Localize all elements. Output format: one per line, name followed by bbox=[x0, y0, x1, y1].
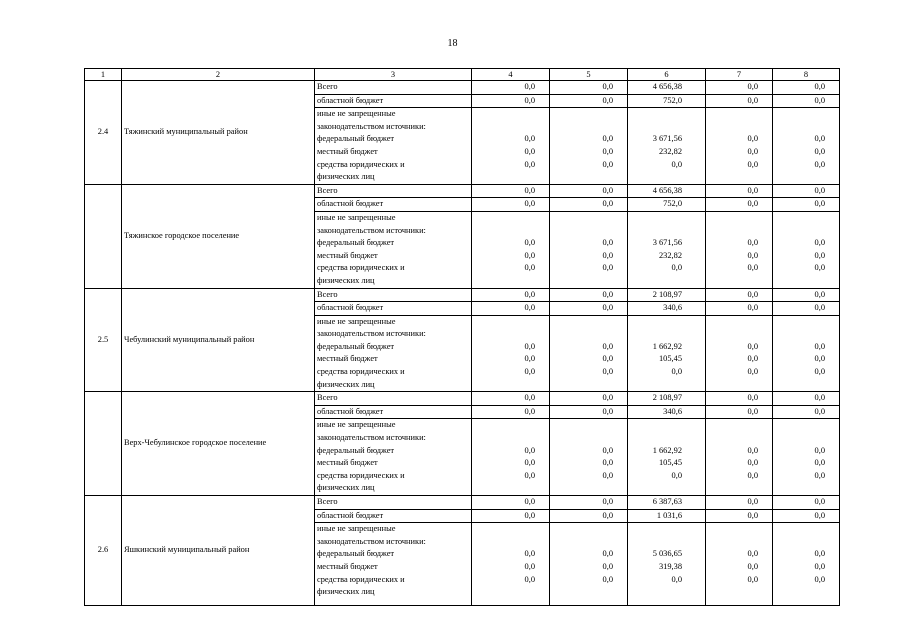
value-line bbox=[630, 379, 682, 392]
value-line: 0,0 bbox=[671, 574, 682, 584]
source-label-line: средства юридических и bbox=[317, 470, 405, 480]
block-number: 2.4 bbox=[85, 81, 122, 185]
source-label-line: средства юридических и bbox=[317, 574, 405, 584]
value-line: 105,45 bbox=[658, 354, 682, 364]
source-label-other bbox=[315, 315, 472, 392]
value-line: 0,0 bbox=[747, 445, 758, 455]
value-line: 0,0 bbox=[602, 561, 613, 571]
source-label-other bbox=[315, 419, 472, 496]
value-line bbox=[552, 536, 613, 549]
value-cell: 0,0 bbox=[550, 198, 628, 212]
value-line: 0,0 bbox=[747, 159, 758, 169]
value-line bbox=[474, 108, 535, 121]
source-label-regional: областной бюджет bbox=[315, 94, 472, 108]
municipality-name: Яшкинский муниципальный район bbox=[122, 496, 315, 606]
value-line: 232,82 bbox=[658, 250, 682, 260]
value-cell-stack bbox=[472, 211, 550, 288]
value-line: 0,0 bbox=[602, 458, 613, 468]
value-line: 0,0 bbox=[814, 263, 825, 273]
value-line bbox=[552, 586, 613, 599]
source-label-line: законодательством источники: bbox=[317, 225, 426, 235]
value-line bbox=[775, 523, 825, 536]
value-cell: 0,0 bbox=[550, 288, 628, 302]
value-line bbox=[708, 379, 758, 392]
value-line bbox=[474, 225, 535, 238]
value-line: 0,0 bbox=[747, 561, 758, 571]
value-line bbox=[775, 482, 825, 495]
value-line bbox=[474, 275, 535, 288]
value-line bbox=[708, 121, 758, 134]
value-line: 0,0 bbox=[524, 367, 535, 377]
value-cell: 0,0 bbox=[472, 509, 550, 523]
value-cell: 0,0 bbox=[472, 302, 550, 316]
value-line: 0,0 bbox=[602, 238, 613, 248]
value-line: 0,0 bbox=[602, 263, 613, 273]
value-line: 0,0 bbox=[524, 549, 535, 559]
value-line: 0,0 bbox=[814, 561, 825, 571]
value-line: 0,0 bbox=[814, 159, 825, 169]
value-cell: 0,0 bbox=[550, 509, 628, 523]
source-label-line: федеральный бюджет bbox=[317, 134, 395, 144]
value-line: 0,0 bbox=[602, 445, 613, 455]
value-line: 0,0 bbox=[524, 159, 535, 169]
value-cell: 0,0 bbox=[773, 288, 840, 302]
value-line: 0,0 bbox=[814, 549, 825, 559]
value-cell-stack bbox=[550, 211, 628, 288]
municipality-name: Чебулинский муниципальный район bbox=[122, 288, 315, 392]
value-cell: 0,0 bbox=[773, 496, 840, 510]
value-line: 1 662,92 bbox=[652, 445, 682, 455]
value-cell-stack bbox=[706, 523, 773, 606]
value-line: 0,0 bbox=[602, 549, 613, 559]
value-line bbox=[708, 586, 758, 599]
value-line bbox=[775, 275, 825, 288]
source-label-regional: областной бюджет bbox=[315, 198, 472, 212]
value-line bbox=[708, 108, 758, 121]
source-label-line: физических лиц bbox=[317, 172, 375, 182]
value-cell-stack bbox=[628, 108, 706, 185]
value-line: 5 036,65 bbox=[652, 549, 682, 559]
value-line: 0,0 bbox=[747, 341, 758, 351]
value-cell-stack bbox=[550, 315, 628, 392]
value-line: 0,0 bbox=[602, 367, 613, 377]
value-line bbox=[630, 482, 682, 495]
value-cell-stack bbox=[628, 419, 706, 496]
source-label-line: федеральный бюджет bbox=[317, 341, 395, 351]
value-cell-stack bbox=[550, 108, 628, 185]
value-line bbox=[474, 482, 535, 495]
source-label-line: федеральный бюджет bbox=[317, 549, 395, 559]
value-cell-stack bbox=[706, 419, 773, 496]
source-label-line: местный бюджет bbox=[317, 458, 378, 468]
value-line: 0,0 bbox=[671, 263, 682, 273]
value-cell: 0,0 bbox=[550, 81, 628, 95]
value-line bbox=[552, 275, 613, 288]
header-cell: 2 bbox=[122, 69, 315, 81]
value-line: 0,0 bbox=[602, 159, 613, 169]
value-cell: 0,0 bbox=[773, 302, 840, 316]
budget-table bbox=[84, 68, 840, 606]
source-label-line: физических лиц bbox=[317, 587, 375, 597]
value-line bbox=[775, 316, 825, 329]
value-line bbox=[708, 536, 758, 549]
municipality-name: Тяжинское городское поселение bbox=[122, 184, 315, 288]
value-line bbox=[552, 432, 613, 445]
header-cell: 8 bbox=[773, 69, 840, 81]
value-cell-stack bbox=[472, 419, 550, 496]
value-line bbox=[775, 121, 825, 134]
value-line: 0,0 bbox=[814, 134, 825, 144]
value-line: 0,0 bbox=[671, 159, 682, 169]
source-label-total: Всего bbox=[315, 496, 472, 510]
source-label-line: местный бюджет bbox=[317, 354, 378, 364]
value-cell: 0,0 bbox=[773, 94, 840, 108]
value-cell: 752,0 bbox=[628, 94, 706, 108]
value-cell: 0,0 bbox=[706, 288, 773, 302]
source-label-line: законодательством источники: bbox=[317, 329, 426, 339]
value-cell: 2 108,97 bbox=[628, 288, 706, 302]
value-line bbox=[630, 212, 682, 225]
value-line bbox=[708, 482, 758, 495]
value-cell: 340,6 bbox=[628, 302, 706, 316]
source-label-line: законодательством источники: bbox=[317, 536, 426, 546]
value-cell-stack bbox=[472, 108, 550, 185]
value-line bbox=[552, 212, 613, 225]
value-line: 0,0 bbox=[671, 367, 682, 377]
value-line: 0,0 bbox=[747, 367, 758, 377]
value-line: 0,0 bbox=[524, 250, 535, 260]
value-cell-stack bbox=[472, 315, 550, 392]
value-line: 0,0 bbox=[747, 470, 758, 480]
source-label-line: федеральный бюджет bbox=[317, 238, 395, 248]
source-label-line: иные не запрещенные bbox=[317, 212, 396, 222]
value-line bbox=[474, 171, 535, 184]
value-cell: 0,0 bbox=[773, 184, 840, 198]
value-cell: 0,0 bbox=[550, 184, 628, 198]
value-line: 0,0 bbox=[524, 341, 535, 351]
source-label-line: иные не запрещенные bbox=[317, 524, 396, 534]
value-cell: 0,0 bbox=[472, 392, 550, 406]
value-line: 0,0 bbox=[814, 445, 825, 455]
value-line: 0,0 bbox=[602, 470, 613, 480]
source-label-line: физических лиц bbox=[317, 275, 375, 285]
source-label-line: физических лиц bbox=[317, 379, 375, 389]
value-line: 3 671,56 bbox=[652, 238, 682, 248]
source-label-other bbox=[315, 523, 472, 606]
value-line: 0,0 bbox=[524, 470, 535, 480]
value-cell-stack bbox=[773, 211, 840, 288]
total-row bbox=[85, 184, 840, 198]
value-line bbox=[630, 419, 682, 432]
value-line: 0,0 bbox=[814, 238, 825, 248]
block-number: 2.6 bbox=[85, 496, 122, 606]
value-line: 3 671,56 bbox=[652, 134, 682, 144]
value-line bbox=[474, 212, 535, 225]
value-cell: 0,0 bbox=[706, 81, 773, 95]
value-cell: 0,0 bbox=[472, 94, 550, 108]
value-line bbox=[474, 523, 535, 536]
value-cell: 0,0 bbox=[706, 94, 773, 108]
value-cell-stack bbox=[706, 108, 773, 185]
value-line bbox=[552, 523, 613, 536]
source-label-total: Всего bbox=[315, 81, 472, 95]
value-cell-stack bbox=[773, 419, 840, 496]
source-label-line: иные не запрещенные bbox=[317, 109, 396, 119]
value-line bbox=[474, 432, 535, 445]
value-line bbox=[708, 316, 758, 329]
source-label-regional: областной бюджет bbox=[315, 405, 472, 419]
value-line: 0,0 bbox=[814, 354, 825, 364]
value-line: 0,0 bbox=[747, 549, 758, 559]
source-label-total: Всего bbox=[315, 288, 472, 302]
source-label-line: иные не запрещенные bbox=[317, 316, 396, 326]
value-line bbox=[552, 225, 613, 238]
value-line bbox=[775, 586, 825, 599]
header-cell: 7 bbox=[706, 69, 773, 81]
block-number: 2.5 bbox=[85, 288, 122, 392]
value-cell: 0,0 bbox=[550, 405, 628, 419]
source-label-line: средства юридических и bbox=[317, 159, 405, 169]
source-label-line: физических лиц bbox=[317, 483, 375, 493]
value-line bbox=[552, 108, 613, 121]
header-cell: 3 bbox=[315, 69, 472, 81]
header-cell: 5 bbox=[550, 69, 628, 81]
total-row bbox=[85, 392, 840, 406]
header-cell: 6 bbox=[628, 69, 706, 81]
value-cell: 0,0 bbox=[773, 392, 840, 406]
value-line: 0,0 bbox=[747, 250, 758, 260]
block-number bbox=[85, 392, 122, 496]
source-label-regional: областной бюджет bbox=[315, 302, 472, 316]
value-line bbox=[775, 536, 825, 549]
value-line bbox=[552, 171, 613, 184]
value-cell-stack bbox=[706, 315, 773, 392]
value-line bbox=[630, 586, 682, 599]
value-line bbox=[708, 225, 758, 238]
source-label-other bbox=[315, 108, 472, 185]
value-line bbox=[630, 121, 682, 134]
value-cell: 0,0 bbox=[472, 184, 550, 198]
value-line bbox=[630, 171, 682, 184]
value-line bbox=[775, 419, 825, 432]
value-line: 0,0 bbox=[524, 263, 535, 273]
value-cell: 4 656,38 bbox=[628, 184, 706, 198]
value-line: 0,0 bbox=[602, 146, 613, 156]
value-cell: 0,0 bbox=[550, 392, 628, 406]
value-cell: 0,0 bbox=[472, 81, 550, 95]
value-line bbox=[630, 328, 682, 341]
value-line: 0,0 bbox=[524, 561, 535, 571]
value-line bbox=[474, 586, 535, 599]
source-label-line: законодательством источники: bbox=[317, 121, 426, 131]
value-cell: 0,0 bbox=[706, 198, 773, 212]
total-row bbox=[85, 496, 840, 510]
value-cell: 0,0 bbox=[706, 405, 773, 419]
value-line: 0,0 bbox=[814, 146, 825, 156]
value-cell: 0,0 bbox=[472, 496, 550, 510]
source-label-line: местный бюджет bbox=[317, 561, 378, 571]
value-cell-stack bbox=[773, 108, 840, 185]
value-cell: 0,0 bbox=[472, 405, 550, 419]
value-line: 0,0 bbox=[524, 458, 535, 468]
source-label-line: местный бюджет bbox=[317, 146, 378, 156]
value-line bbox=[552, 328, 613, 341]
header-cell: 4 bbox=[472, 69, 550, 81]
value-cell-stack bbox=[628, 523, 706, 606]
value-cell: 0,0 bbox=[550, 496, 628, 510]
value-line: 0,0 bbox=[814, 574, 825, 584]
value-cell-stack bbox=[706, 211, 773, 288]
value-line: 105,45 bbox=[658, 458, 682, 468]
source-label-other bbox=[315, 211, 472, 288]
value-line bbox=[775, 212, 825, 225]
value-line: 0,0 bbox=[747, 354, 758, 364]
value-line bbox=[708, 523, 758, 536]
value-cell: 0,0 bbox=[773, 198, 840, 212]
value-cell: 752,0 bbox=[628, 198, 706, 212]
value-line: 0,0 bbox=[747, 146, 758, 156]
value-cell: 340,6 bbox=[628, 405, 706, 419]
value-line bbox=[630, 536, 682, 549]
value-line: 0,0 bbox=[602, 134, 613, 144]
value-line: 0,0 bbox=[524, 445, 535, 455]
value-line bbox=[474, 536, 535, 549]
value-line bbox=[708, 432, 758, 445]
value-line bbox=[775, 328, 825, 341]
value-line: 0,0 bbox=[814, 367, 825, 377]
source-label-regional: областной бюджет bbox=[315, 509, 472, 523]
value-line: 0,0 bbox=[747, 238, 758, 248]
value-line: 0,0 bbox=[524, 574, 535, 584]
value-cell-stack bbox=[773, 315, 840, 392]
value-line bbox=[630, 523, 682, 536]
value-cell: 4 656,38 bbox=[628, 81, 706, 95]
value-cell-stack bbox=[773, 523, 840, 606]
value-cell: 6 387,63 bbox=[628, 496, 706, 510]
value-cell: 0,0 bbox=[773, 405, 840, 419]
header-row bbox=[85, 69, 840, 81]
municipality-name: Верх-Чебулинское городское поселение bbox=[122, 392, 315, 496]
value-cell-stack bbox=[472, 523, 550, 606]
value-line bbox=[630, 432, 682, 445]
value-cell: 1 031,6 bbox=[628, 509, 706, 523]
value-line: 0,0 bbox=[602, 354, 613, 364]
value-line: 1 662,92 bbox=[652, 341, 682, 351]
value-line bbox=[708, 171, 758, 184]
value-cell-stack bbox=[628, 315, 706, 392]
value-cell: 0,0 bbox=[550, 302, 628, 316]
source-label-line: средства юридических и bbox=[317, 367, 405, 377]
value-line bbox=[552, 316, 613, 329]
value-line: 0,0 bbox=[671, 470, 682, 480]
value-line bbox=[775, 379, 825, 392]
page-number: 18 bbox=[447, 38, 458, 49]
source-label-line: местный бюджет bbox=[317, 250, 378, 260]
value-cell-stack bbox=[628, 211, 706, 288]
value-line: 0,0 bbox=[524, 354, 535, 364]
value-line: 0,0 bbox=[602, 341, 613, 351]
value-line bbox=[775, 432, 825, 445]
value-line bbox=[474, 121, 535, 134]
value-line bbox=[474, 379, 535, 392]
value-line: 0,0 bbox=[814, 470, 825, 480]
value-cell: 0,0 bbox=[472, 288, 550, 302]
value-cell: 0,0 bbox=[706, 302, 773, 316]
value-cell: 0,0 bbox=[706, 184, 773, 198]
total-row bbox=[85, 288, 840, 302]
value-line bbox=[552, 379, 613, 392]
value-line: 0,0 bbox=[747, 574, 758, 584]
value-line: 0,0 bbox=[602, 574, 613, 584]
value-line: 0,0 bbox=[602, 250, 613, 260]
value-cell: 0,0 bbox=[773, 509, 840, 523]
source-label-line: средства юридических и bbox=[317, 263, 405, 273]
value-line bbox=[630, 225, 682, 238]
value-cell: 2 108,97 bbox=[628, 392, 706, 406]
value-cell: 0,0 bbox=[472, 198, 550, 212]
value-line: 0,0 bbox=[747, 134, 758, 144]
value-line bbox=[474, 316, 535, 329]
value-line: 319,38 bbox=[658, 561, 682, 571]
header-cell: 1 bbox=[85, 69, 122, 81]
value-line bbox=[552, 419, 613, 432]
value-line: 0,0 bbox=[524, 146, 535, 156]
total-row bbox=[85, 81, 840, 95]
source-label-line: иные не запрещенные bbox=[317, 420, 396, 430]
value-line: 0,0 bbox=[747, 458, 758, 468]
value-line bbox=[474, 328, 535, 341]
source-label-line: законодательством источники: bbox=[317, 433, 426, 443]
block-number bbox=[85, 184, 122, 288]
value-line bbox=[708, 275, 758, 288]
value-line: 0,0 bbox=[747, 263, 758, 273]
value-line bbox=[552, 121, 613, 134]
value-line bbox=[474, 419, 535, 432]
value-line bbox=[775, 225, 825, 238]
source-label-total: Всего bbox=[315, 184, 472, 198]
value-line: 0,0 bbox=[814, 250, 825, 260]
value-line: 0,0 bbox=[524, 238, 535, 248]
value-line: 0,0 bbox=[814, 458, 825, 468]
value-cell: 0,0 bbox=[773, 81, 840, 95]
value-line: 0,0 bbox=[814, 341, 825, 351]
source-label-line: федеральный бюджет bbox=[317, 445, 395, 455]
value-line bbox=[630, 316, 682, 329]
municipality-name: Тяжинский муниципальный район bbox=[122, 81, 315, 185]
value-line: 0,0 bbox=[524, 134, 535, 144]
source-label-total: Всего bbox=[315, 392, 472, 406]
value-line bbox=[630, 275, 682, 288]
value-cell: 0,0 bbox=[706, 509, 773, 523]
value-cell: 0,0 bbox=[706, 496, 773, 510]
value-line bbox=[708, 419, 758, 432]
value-line bbox=[708, 328, 758, 341]
value-line bbox=[630, 108, 682, 121]
value-line bbox=[708, 212, 758, 225]
value-line bbox=[775, 108, 825, 121]
value-line: 232,82 bbox=[658, 146, 682, 156]
value-cell-stack bbox=[550, 523, 628, 606]
value-line bbox=[552, 482, 613, 495]
value-cell: 0,0 bbox=[706, 392, 773, 406]
value-cell-stack bbox=[550, 419, 628, 496]
value-cell: 0,0 bbox=[550, 94, 628, 108]
value-line bbox=[775, 171, 825, 184]
